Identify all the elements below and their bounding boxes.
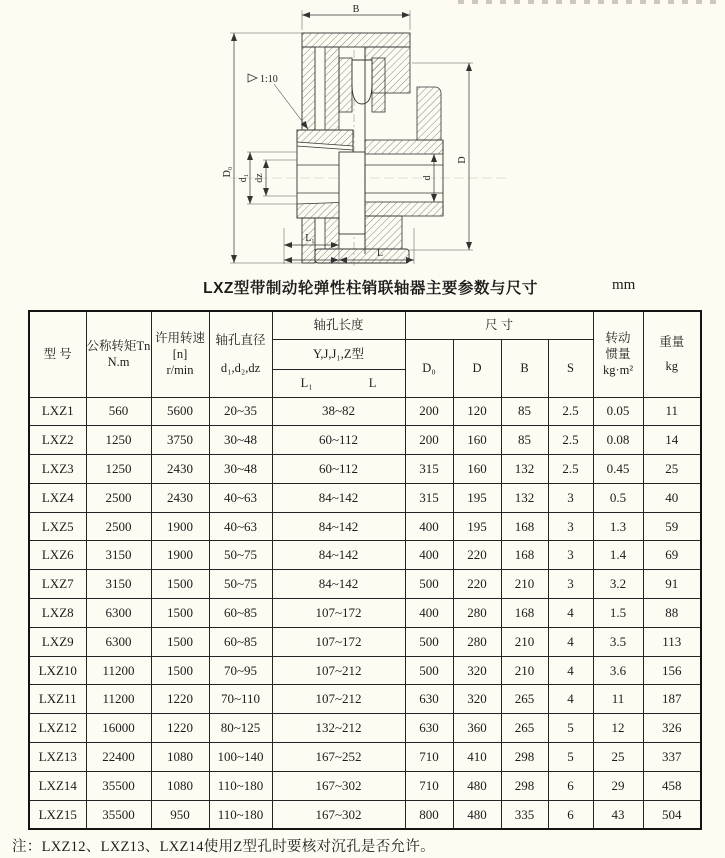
- cell-torque: 35500: [86, 800, 151, 829]
- cell-model: LXZ8: [29, 599, 86, 628]
- cell-length: 107~212: [272, 656, 405, 685]
- cell-weight: 88: [643, 599, 701, 628]
- cell-model: LXZ7: [29, 570, 86, 599]
- table-row: [29, 397, 701, 426]
- cell-B: 265: [501, 714, 548, 743]
- cell-torque: 6300: [86, 627, 151, 656]
- cell-inertia: 0.05: [593, 397, 643, 426]
- col-header-weight: [643, 311, 701, 397]
- cell-inertia: 1.3: [593, 512, 643, 541]
- cell-inertia: 12: [593, 714, 643, 743]
- col-header-S: S: [548, 339, 593, 397]
- cell-bore: 30~48: [209, 426, 272, 455]
- col-header-size-group: 尺 寸: [405, 311, 593, 339]
- cell-weight: 91: [643, 570, 701, 599]
- cell-B: 210: [501, 570, 548, 599]
- cell-D0: 710: [405, 771, 453, 800]
- col-header-length-group: 轴孔长度: [272, 311, 405, 339]
- cell-speed: 1500: [151, 570, 209, 599]
- table-row: [29, 771, 701, 800]
- cell-length: 167~302: [272, 800, 405, 829]
- cell-S: 5: [548, 714, 593, 743]
- cell-model: LXZ11: [29, 685, 86, 714]
- cell-D0: 710: [405, 743, 453, 772]
- header-line: d₁,d₂,dz: [220, 361, 261, 376]
- cell-speed: 1080: [151, 743, 209, 772]
- cell-model: LXZ2: [29, 426, 86, 455]
- cell-S: 3: [548, 541, 593, 570]
- col-header-bore: [209, 311, 272, 397]
- cell-S: 2.5: [548, 397, 593, 426]
- cell-D: 120: [453, 397, 501, 426]
- table-row: [29, 570, 701, 599]
- cell-D0: 500: [405, 570, 453, 599]
- cell-length: 84~142: [272, 483, 405, 512]
- cell-torque: 2500: [86, 512, 151, 541]
- cell-inertia: 25: [593, 743, 643, 772]
- cell-bore: 100~140: [209, 743, 272, 772]
- cell-length: 38~82: [272, 397, 405, 426]
- cell-D: 410: [453, 743, 501, 772]
- cell-torque: 3150: [86, 541, 151, 570]
- cell-S: 6: [548, 800, 593, 829]
- cell-length: 132~212: [272, 714, 405, 743]
- cell-bore: 50~75: [209, 570, 272, 599]
- cell-torque: 11200: [86, 685, 151, 714]
- table-body: [29, 397, 701, 829]
- cell-bore: 30~48: [209, 455, 272, 484]
- cell-length: 84~142: [272, 570, 405, 599]
- cell-speed: 1500: [151, 599, 209, 628]
- cell-S: 6: [548, 771, 593, 800]
- cell-D: 160: [453, 455, 501, 484]
- cell-bore: 40~63: [209, 483, 272, 512]
- coupling-section-drawing: [222, 2, 514, 274]
- col-header-inertia: [593, 311, 643, 397]
- table-row: [29, 627, 701, 656]
- table-row: [29, 483, 701, 512]
- cell-speed: 950: [151, 800, 209, 829]
- cell-D0: 400: [405, 599, 453, 628]
- cell-bore: 40~63: [209, 512, 272, 541]
- cell-length: 167~302: [272, 771, 405, 800]
- table-row: [29, 800, 701, 829]
- taper-symbol-icon: [248, 74, 257, 82]
- cell-D: 360: [453, 714, 501, 743]
- cell-D0: 200: [405, 397, 453, 426]
- cell-D0: 500: [405, 656, 453, 685]
- cell-speed: 1220: [151, 685, 209, 714]
- cell-S: 3: [548, 512, 593, 541]
- header-line: N.m: [107, 355, 130, 370]
- table-row: [29, 599, 701, 628]
- cell-D0: 200: [405, 426, 453, 455]
- cell-B: 132: [501, 483, 548, 512]
- cell-length: 60~112: [272, 455, 405, 484]
- cell-torque: 6300: [86, 599, 151, 628]
- cell-D: 195: [453, 483, 501, 512]
- cell-weight: 458: [643, 771, 701, 800]
- cell-torque: 3150: [86, 570, 151, 599]
- cell-D0: 315: [405, 483, 453, 512]
- header-line: 惯量: [605, 347, 631, 362]
- cell-model: LXZ9: [29, 627, 86, 656]
- cell-model: LXZ5: [29, 512, 86, 541]
- cell-torque: 2500: [86, 483, 151, 512]
- footnote: 注：LXZ12、LXZ13、LXZ14使用Z型孔时要核对沉孔是否允许。: [12, 839, 435, 855]
- cell-model: LXZ15: [29, 800, 86, 829]
- cell-length: 84~142: [272, 512, 405, 541]
- cell-D: 320: [453, 656, 501, 685]
- cell-D0: 630: [405, 685, 453, 714]
- cell-model: LXZ13: [29, 743, 86, 772]
- cell-weight: 337: [643, 743, 701, 772]
- cell-weight: 59: [643, 512, 701, 541]
- header-line: kg·m²: [602, 363, 634, 378]
- dim-label-D0: D₀: [222, 166, 233, 178]
- table-row: [29, 541, 701, 570]
- left-flange-web: [325, 47, 339, 130]
- cell-B: 265: [501, 685, 548, 714]
- cell-bore: 80~125: [209, 714, 272, 743]
- cell-torque: 22400: [86, 743, 151, 772]
- cell-S: 4: [548, 627, 593, 656]
- header-L: L: [368, 375, 377, 390]
- cell-D: 280: [453, 599, 501, 628]
- cell-weight: 69: [643, 541, 701, 570]
- cell-S: 4: [548, 656, 593, 685]
- table-row: [29, 455, 701, 484]
- cell-B: 210: [501, 656, 548, 685]
- cell-length: 107~212: [272, 685, 405, 714]
- cell-model: LXZ12: [29, 714, 86, 743]
- cell-B: 168: [501, 541, 548, 570]
- right-rim-block: [417, 87, 441, 140]
- cell-model: LXZ3: [29, 455, 86, 484]
- cell-torque: 16000: [86, 714, 151, 743]
- left-hub-top-rim: [297, 130, 353, 146]
- header-L1: L₁: [300, 375, 313, 390]
- cell-weight: 14: [643, 426, 701, 455]
- table-row: [29, 512, 701, 541]
- title-row: [0, 276, 725, 298]
- dim-label-B: B: [352, 4, 360, 15]
- table-row: [29, 656, 701, 685]
- cell-weight: 156: [643, 656, 701, 685]
- cell-D0: 315: [405, 455, 453, 484]
- cell-inertia: 43: [593, 800, 643, 829]
- cell-length: 84~142: [272, 541, 405, 570]
- cell-weight: 11: [643, 397, 701, 426]
- right-hub-bottom-rim: [365, 202, 443, 216]
- col-header-B: B: [501, 339, 548, 397]
- cell-D: 280: [453, 627, 501, 656]
- cell-S: 4: [548, 599, 593, 628]
- cell-inertia: 0.08: [593, 426, 643, 455]
- dim-label-dz: dz: [254, 173, 265, 183]
- cell-torque: 11200: [86, 656, 151, 685]
- cell-B: 298: [501, 743, 548, 772]
- cell-bore: 70~110: [209, 685, 272, 714]
- cell-torque: 1250: [86, 455, 151, 484]
- unit-label: mm: [612, 277, 636, 293]
- cell-D: 195: [453, 512, 501, 541]
- cell-inertia: 1.5: [593, 599, 643, 628]
- cell-S: 3: [548, 570, 593, 599]
- header-line: 转动: [605, 330, 631, 345]
- cell-speed: 2430: [151, 483, 209, 512]
- cell-model: LXZ4: [29, 483, 86, 512]
- cell-B: 85: [501, 426, 548, 455]
- cell-length: 60~112: [272, 426, 405, 455]
- dim-label-L1: L₁: [305, 233, 315, 244]
- drum-top-band: [302, 33, 410, 47]
- cell-speed: 1900: [151, 541, 209, 570]
- cell-bore: 110~180: [209, 771, 272, 800]
- cell-speed: 2430: [151, 455, 209, 484]
- header-line: 许用转速: [154, 330, 205, 345]
- cell-S: 5: [548, 743, 593, 772]
- table-row: [29, 743, 701, 772]
- cell-length: 167~252: [272, 743, 405, 772]
- cell-model: LXZ6: [29, 541, 86, 570]
- cell-S: 4: [548, 685, 593, 714]
- cell-weight: 25: [643, 455, 701, 484]
- cell-bore: 20~35: [209, 397, 272, 426]
- cell-inertia: 1.4: [593, 541, 643, 570]
- cell-torque: 560: [86, 397, 151, 426]
- cell-torque: 35500: [86, 771, 151, 800]
- col-header-torque: [86, 311, 151, 397]
- cell-weight: 326: [643, 714, 701, 743]
- parameters-table: [28, 310, 702, 830]
- col-header-speed: [151, 311, 209, 397]
- taper-label: 1:10: [260, 74, 278, 85]
- cell-speed: 1500: [151, 656, 209, 685]
- drum-left-wall-upper: [302, 47, 315, 130]
- col-header-model: 型 号: [29, 311, 86, 397]
- cell-D0: 500: [405, 627, 453, 656]
- cell-D: 220: [453, 570, 501, 599]
- cell-D0: 400: [405, 512, 453, 541]
- cell-D0: 800: [405, 800, 453, 829]
- cell-inertia: 29: [593, 771, 643, 800]
- cell-D0: 400: [405, 541, 453, 570]
- dim-label-L: L: [376, 248, 384, 259]
- cell-B: 210: [501, 627, 548, 656]
- cell-speed: 1500: [151, 627, 209, 656]
- cell-inertia: 11: [593, 685, 643, 714]
- cell-speed: 1900: [151, 512, 209, 541]
- table-row: [29, 685, 701, 714]
- cell-bore: 60~85: [209, 627, 272, 656]
- cell-B: 335: [501, 800, 548, 829]
- center-boss: [339, 152, 365, 234]
- header-line: 轴孔直径: [215, 333, 266, 347]
- cell-inertia: 3.6: [593, 656, 643, 685]
- header-line: 公称转矩Tn: [86, 339, 151, 353]
- cell-S: 2.5: [548, 455, 593, 484]
- cell-weight: 187: [643, 685, 701, 714]
- cell-speed: 1080: [151, 771, 209, 800]
- cell-inertia: 0.45: [593, 455, 643, 484]
- cell-speed: 5600: [151, 397, 209, 426]
- col-header-l1-l: [272, 369, 405, 397]
- table-row: [29, 426, 701, 455]
- cell-bore: 60~85: [209, 599, 272, 628]
- cell-weight: 504: [643, 800, 701, 829]
- cell-torque: 1250: [86, 426, 151, 455]
- col-header-length-types: Y,J,J₁,Z型: [272, 339, 405, 369]
- dim-label-d: d: [422, 175, 433, 181]
- table-title: LXZ型带制动轮弹性柱销联轴器主要参数与尺寸: [203, 280, 538, 297]
- cell-D: 220: [453, 541, 501, 570]
- table-row: [29, 714, 701, 743]
- right-flange-lower: [365, 216, 402, 249]
- elastic-pin: [352, 60, 372, 104]
- cell-B: 168: [501, 599, 548, 628]
- cell-model: LXZ14: [29, 771, 86, 800]
- header-line: [n]: [172, 347, 188, 362]
- taper-bore-line: [297, 146, 353, 150]
- drum-bottom-band: [315, 249, 409, 263]
- coupling-drawing-svg: [222, 2, 514, 274]
- pin-housing-left: [339, 58, 352, 112]
- right-hub-top-rim: [365, 140, 443, 154]
- header-line: 重量: [659, 335, 685, 349]
- header-line: kg: [665, 359, 679, 374]
- cell-B: 298: [501, 771, 548, 800]
- cell-bore: 50~75: [209, 541, 272, 570]
- cell-bore: 70~95: [209, 656, 272, 685]
- cell-S: 3: [548, 483, 593, 512]
- cell-speed: 3750: [151, 426, 209, 455]
- cell-D: 480: [453, 800, 501, 829]
- cell-length: 107~172: [272, 627, 405, 656]
- col-header-D: D: [453, 339, 501, 397]
- cell-D: 480: [453, 771, 501, 800]
- cell-model: LXZ10: [29, 656, 86, 685]
- cell-weight: 113: [643, 627, 701, 656]
- cell-B: 168: [501, 512, 548, 541]
- cell-inertia: 3.2: [593, 570, 643, 599]
- dim-label-D: D: [457, 156, 468, 164]
- cell-S: 2.5: [548, 426, 593, 455]
- cell-length: 107~172: [272, 599, 405, 628]
- pin-housing-right: [372, 58, 385, 112]
- cell-B: 85: [501, 397, 548, 426]
- cell-bore: 110~180: [209, 800, 272, 829]
- cell-D: 160: [453, 426, 501, 455]
- cell-speed: 1220: [151, 714, 209, 743]
- cell-inertia: 3.5: [593, 627, 643, 656]
- cell-B: 132: [501, 455, 548, 484]
- cell-inertia: 0.5: [593, 483, 643, 512]
- cell-D0: 630: [405, 714, 453, 743]
- cell-D: 320: [453, 685, 501, 714]
- dim-label-d1: d₁: [238, 173, 249, 183]
- header-line: r/min: [166, 363, 194, 378]
- col-header-D0: D₀: [405, 339, 453, 397]
- cell-weight: 40: [643, 483, 701, 512]
- left-web-lower: [325, 218, 339, 249]
- cell-model: LXZ1: [29, 397, 86, 426]
